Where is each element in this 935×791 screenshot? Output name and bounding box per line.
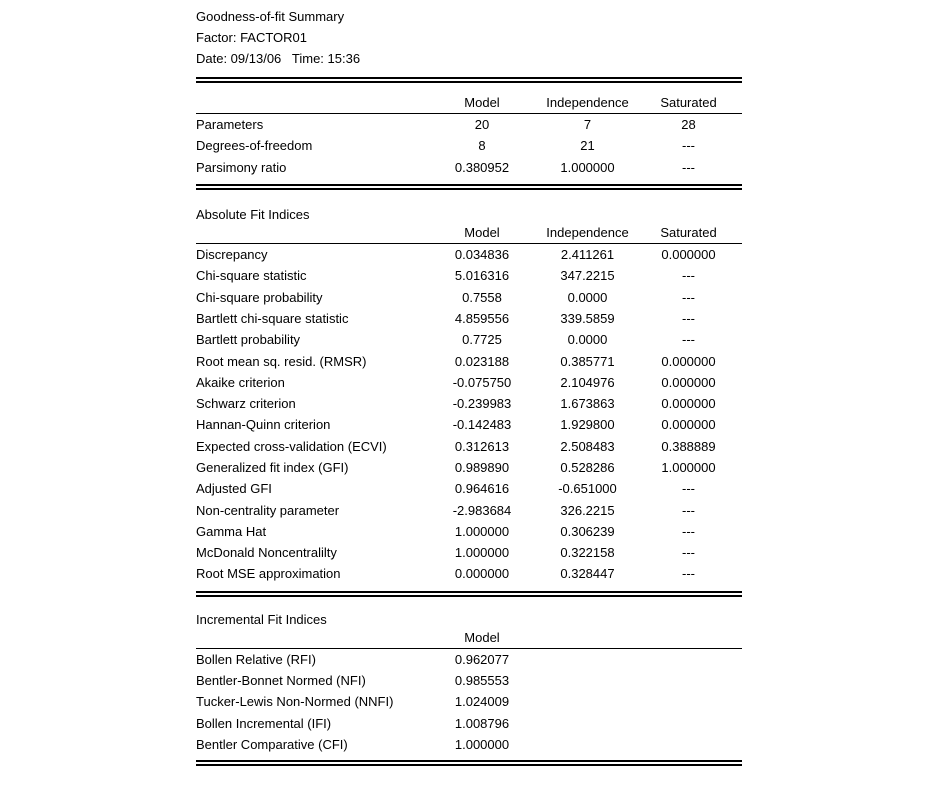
- row-value: 339.5859: [560, 310, 615, 326]
- row-value: 0.328447: [560, 566, 615, 582]
- row-value: ---: [682, 545, 695, 561]
- row-label: Root MSE approximation: [196, 566, 341, 582]
- report-header: [196, 6, 742, 69]
- row-label: Gamma Hat: [196, 523, 267, 539]
- row-value: 20: [474, 117, 490, 133]
- row-label: Bentler Comparative (CFI): [196, 736, 348, 752]
- row-label: Discrepancy: [196, 247, 268, 263]
- row-value: [540, 670, 635, 691]
- row-value: ---: [682, 138, 695, 154]
- table-row: [196, 457, 742, 478]
- table-row: [196, 436, 742, 457]
- table-row: [196, 542, 742, 563]
- table-row: [196, 265, 742, 286]
- row-value: ---: [682, 159, 695, 175]
- row-value: 28: [681, 117, 696, 133]
- double-rule: [196, 591, 742, 597]
- row-value: 1.929800: [560, 417, 615, 433]
- table-row: [196, 393, 742, 414]
- row-value: ---: [682, 481, 695, 497]
- summary-table: [196, 83, 742, 178]
- row-label: Non-centrality parameter: [196, 502, 340, 518]
- row-label: Root mean sq. resid. (RMSR): [196, 353, 367, 369]
- empty-header-cell: [196, 225, 424, 244]
- table-row: [196, 308, 742, 329]
- empty-header-cell: [196, 83, 424, 114]
- row-value: 0.312613: [454, 438, 510, 454]
- row-value: -0.651000: [558, 481, 617, 497]
- row-value: 1.673863: [560, 396, 615, 412]
- factor-line: Factor: FACTOR01: [196, 30, 308, 45]
- row-value: 326.2215: [560, 502, 615, 518]
- column-header-saturated: Saturated: [635, 83, 742, 114]
- row-value: -2.983684: [452, 502, 512, 518]
- row-label: Bartlett probability: [196, 332, 301, 348]
- column-header-model: Model: [424, 83, 540, 114]
- row-label: Adjusted GFI: [196, 481, 272, 497]
- table-row: [196, 414, 742, 435]
- column-header-row: [196, 83, 742, 114]
- row-value: 0.989890: [454, 460, 510, 475]
- table-row: [196, 114, 742, 136]
- table-row: [196, 329, 742, 350]
- column-header-row: [196, 225, 742, 244]
- row-value: 1.000000: [454, 736, 510, 752]
- row-value: 5.016316: [454, 268, 510, 284]
- row-value: 0.000000: [661, 247, 716, 263]
- absolute-fit-table: [196, 225, 742, 585]
- row-value: -0.075750: [452, 374, 512, 390]
- row-label: Akaike criterion: [196, 374, 285, 390]
- row-value: 0.034836: [454, 247, 510, 263]
- table-row: [196, 499, 742, 520]
- column-header-independence: Independence: [540, 225, 635, 244]
- table-row: [196, 135, 742, 156]
- incremental-section-title: Incremental Fit Indices: [196, 611, 327, 627]
- table-row: [196, 734, 742, 755]
- row-value: 0.985553: [454, 673, 510, 689]
- row-value: 2.508483: [560, 438, 615, 454]
- row-value: 0.964616: [454, 481, 510, 497]
- column-header-row: [196, 630, 742, 649]
- double-rule: [196, 184, 742, 190]
- row-value: 0.388889: [661, 438, 716, 454]
- absolute-section-title: Absolute Fit Indices: [196, 206, 310, 222]
- row-value: [635, 713, 742, 734]
- empty-header-cell: [540, 630, 635, 649]
- row-label: Bollen Relative (RFI): [196, 651, 316, 667]
- datetime-line: Date: 09/13/06 Time: 15:36: [196, 51, 361, 66]
- row-label: Chi-square probability: [196, 289, 323, 305]
- row-value: 0.306239: [560, 523, 615, 539]
- table-row: [196, 563, 742, 584]
- row-value: 1.000000: [454, 545, 510, 561]
- row-value: 21: [580, 138, 595, 154]
- row-value: 2.411261: [560, 247, 615, 263]
- row-value: -0.239983: [452, 396, 512, 412]
- row-value: [635, 734, 742, 755]
- row-value: ---: [682, 332, 695, 348]
- empty-header-cell: [196, 630, 424, 649]
- table-row: [196, 372, 742, 393]
- row-label: Expected cross-validation (ECVI): [196, 438, 387, 454]
- row-value: 8: [478, 138, 486, 154]
- row-value: 2.104976: [560, 374, 615, 390]
- row-value: -0.142483: [452, 417, 512, 433]
- row-value: 0.000000: [661, 353, 716, 369]
- row-label: Hannan-Quinn criterion: [196, 417, 331, 433]
- table-row: [196, 286, 742, 307]
- row-value: 0.0000: [567, 332, 608, 348]
- row-value: [540, 648, 635, 670]
- row-label: McDonald Noncentralilty: [196, 545, 337, 561]
- table-row: [196, 521, 742, 542]
- row-value: 4.859556: [454, 310, 510, 326]
- row-value: 0.528286: [560, 460, 615, 475]
- table-row: [196, 691, 742, 712]
- row-label: Parameters: [196, 117, 264, 133]
- row-value: 1.000000: [661, 460, 716, 475]
- row-value: ---: [682, 268, 695, 284]
- row-label: Parsimony ratio: [196, 159, 287, 175]
- row-value: 0.380952: [454, 159, 510, 175]
- row-value: 0.7558: [462, 289, 502, 305]
- table-row: [196, 157, 742, 178]
- row-value: 347.2215: [560, 268, 615, 284]
- row-label: Degrees-of-freedom: [196, 138, 313, 154]
- row-value: [540, 691, 635, 712]
- row-label: Bollen Incremental (IFI): [196, 715, 332, 731]
- report-title: Goodness-of-fit Summary: [196, 9, 345, 24]
- column-header-model: Model: [424, 630, 540, 649]
- row-value: 1.008796: [454, 715, 510, 731]
- row-label: Bentler-Bonnet Normed (NFI): [196, 673, 366, 689]
- row-label: Schwarz criterion: [196, 396, 296, 412]
- row-value: [635, 691, 742, 712]
- row-value: ---: [682, 310, 695, 326]
- row-value: 0.023188: [454, 353, 510, 369]
- incremental-fit-table: [196, 630, 742, 755]
- row-value: ---: [682, 502, 695, 518]
- row-value: 0.0000: [567, 289, 608, 305]
- row-label: Tucker-Lewis Non-Normed (NNFI): [196, 694, 394, 710]
- row-value: 7: [583, 117, 592, 133]
- row-value: [540, 734, 635, 755]
- row-value: 0.000000: [454, 566, 510, 582]
- row-label: Chi-square statistic: [196, 268, 307, 284]
- row-value: ---: [682, 289, 695, 305]
- row-value: [635, 670, 742, 691]
- row-value: 1.000000: [454, 523, 510, 539]
- table-row: [196, 713, 742, 734]
- table-row: [196, 243, 742, 265]
- table-row: [196, 648, 742, 670]
- goodness-of-fit-report: [196, 6, 742, 766]
- row-value: 0.385771: [560, 353, 615, 369]
- column-header-saturated: Saturated: [635, 225, 742, 244]
- table-row: [196, 478, 742, 499]
- empty-header-cell: [635, 630, 742, 649]
- column-header-independence: Independence: [540, 83, 635, 114]
- row-value: 0.000000: [661, 396, 716, 412]
- row-value: 1.024009: [454, 694, 510, 710]
- row-value: ---: [682, 566, 695, 582]
- row-value: 1.000000: [560, 159, 615, 175]
- row-value: 0.7725: [462, 332, 502, 348]
- row-label: Bartlett chi-square statistic: [196, 310, 349, 326]
- column-header-model: Model: [424, 225, 540, 244]
- double-rule: [196, 760, 742, 766]
- row-value: 0.000000: [661, 417, 716, 433]
- row-value: [540, 713, 635, 734]
- row-value: [635, 648, 742, 670]
- row-value: 0.000000: [661, 374, 716, 390]
- row-value: 0.962077: [454, 651, 510, 667]
- row-value: 0.322158: [560, 545, 615, 561]
- table-row: [196, 670, 742, 691]
- row-value: ---: [682, 523, 695, 539]
- table-row: [196, 350, 742, 371]
- row-label: Generalized fit index (GFI): [196, 460, 349, 475]
